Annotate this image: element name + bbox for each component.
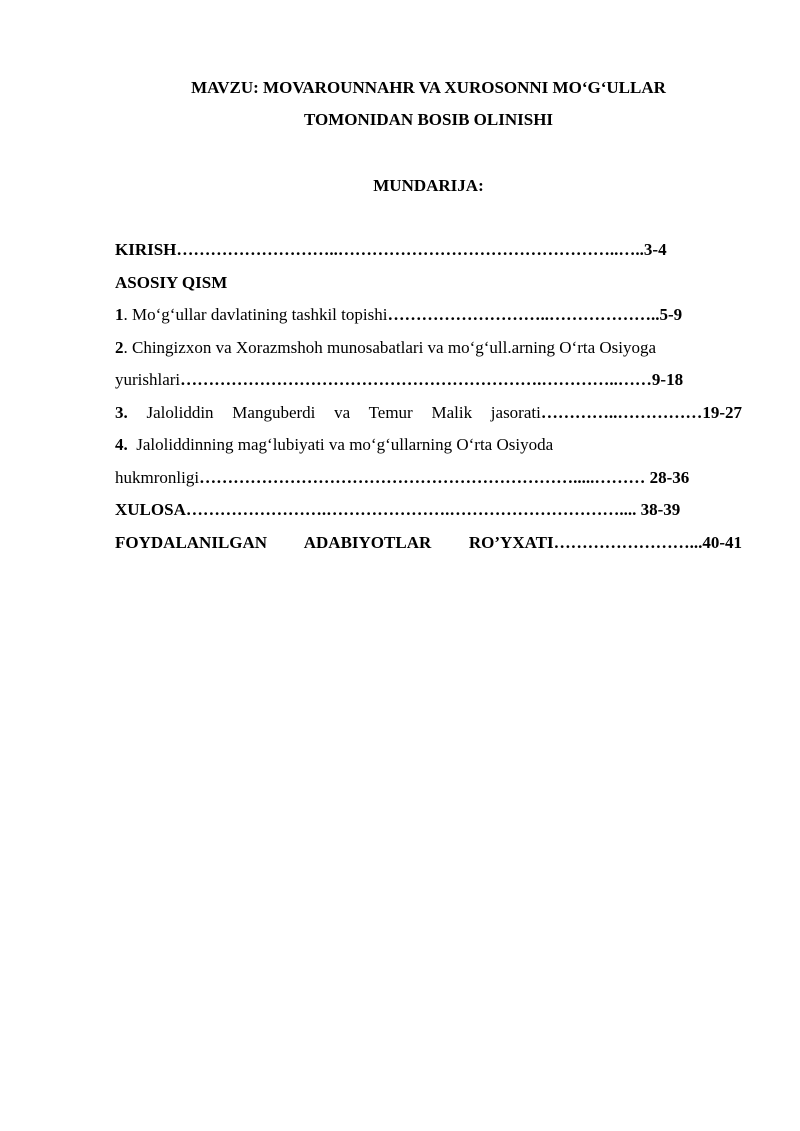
toc-entry-text: Jaloliddinning mag‘lubiyati va mo‘g‘ullarning O‘rta Osiyoda bbox=[127, 435, 554, 454]
toc-entry-xulosa bbox=[115, 500, 742, 520]
toc-page-range: 3-4 bbox=[643, 240, 667, 259]
toc-page-range: 9-18 bbox=[651, 370, 684, 389]
toc-leader-dots: …………………….………………….………………………….... bbox=[185, 500, 637, 519]
toc-entry-text: . Mo‘g‘ullar davlatining tashkil topishi bbox=[123, 305, 388, 324]
toc-entry-number: 2 bbox=[115, 338, 124, 357]
toc-entry-label: FOYDALANILGAN ADABIYOTLAR RO’YXATI bbox=[115, 533, 554, 552]
toc-entry-text: yurishlari bbox=[115, 370, 181, 389]
toc-entry-number: 1 bbox=[115, 305, 124, 324]
contents-heading: MUNDARIJA: bbox=[373, 176, 484, 195]
document-title-line-1: MAVZU: MOVAROUNNAHR VA XUROSONNI MO‘G‘ULLAR bbox=[191, 78, 666, 97]
toc-page-range: 5-9 bbox=[659, 305, 683, 324]
toc-page-range: 28-36 bbox=[645, 468, 690, 487]
toc-entry-number: 3. bbox=[115, 403, 128, 422]
toc-entry-adabiyotlar bbox=[115, 533, 742, 553]
document-title-line-2: TOMONIDAN BOSIB OLINISHI bbox=[303, 110, 554, 129]
toc-leader-dots: ……………………... bbox=[553, 533, 703, 552]
toc-page-range: 19-27 bbox=[702, 403, 742, 422]
toc-entry-2-line-2 bbox=[115, 370, 742, 390]
toc-entry-text: hukmronligi bbox=[115, 468, 200, 487]
toc-entry-4-line-1 bbox=[115, 435, 742, 455]
toc-entry-2-line-1 bbox=[115, 338, 742, 358]
toc-page-range: 40-41 bbox=[702, 533, 742, 552]
toc-leader-dots: ………………………..…………………………………………..….. bbox=[176, 240, 644, 259]
toc-entry-4-line-2 bbox=[115, 468, 742, 488]
toc-entry-kirish bbox=[115, 240, 742, 260]
toc-entry-1 bbox=[115, 305, 742, 325]
toc-leader-dots: ……………………………………………………….…………..…… bbox=[180, 370, 652, 389]
toc-entry-label: KIRISH bbox=[115, 240, 177, 259]
toc-page-range: 38-39 bbox=[636, 500, 681, 519]
toc-leader-dots: ………………………..……………….. bbox=[387, 305, 660, 324]
toc-entry-label: XULOSA bbox=[115, 500, 186, 519]
toc-entry-text: Jaloliddin Manguberdi va Temur Malik jasorati bbox=[146, 403, 541, 422]
toc-section-asosiy-qism: ASOSIY QISM bbox=[115, 273, 228, 292]
toc-leader-dots: …………..…………… bbox=[540, 403, 703, 422]
toc-entry-number: 4. bbox=[115, 435, 128, 454]
toc-entry-3 bbox=[115, 403, 742, 423]
toc-leader-dots: ………………………………………………………….....……… bbox=[199, 468, 646, 487]
toc-entry-text: . Chingizxon va Xorazmshoh munosabatlari va mo‘g‘ull.arning O‘rta Osiyoga bbox=[123, 338, 657, 357]
